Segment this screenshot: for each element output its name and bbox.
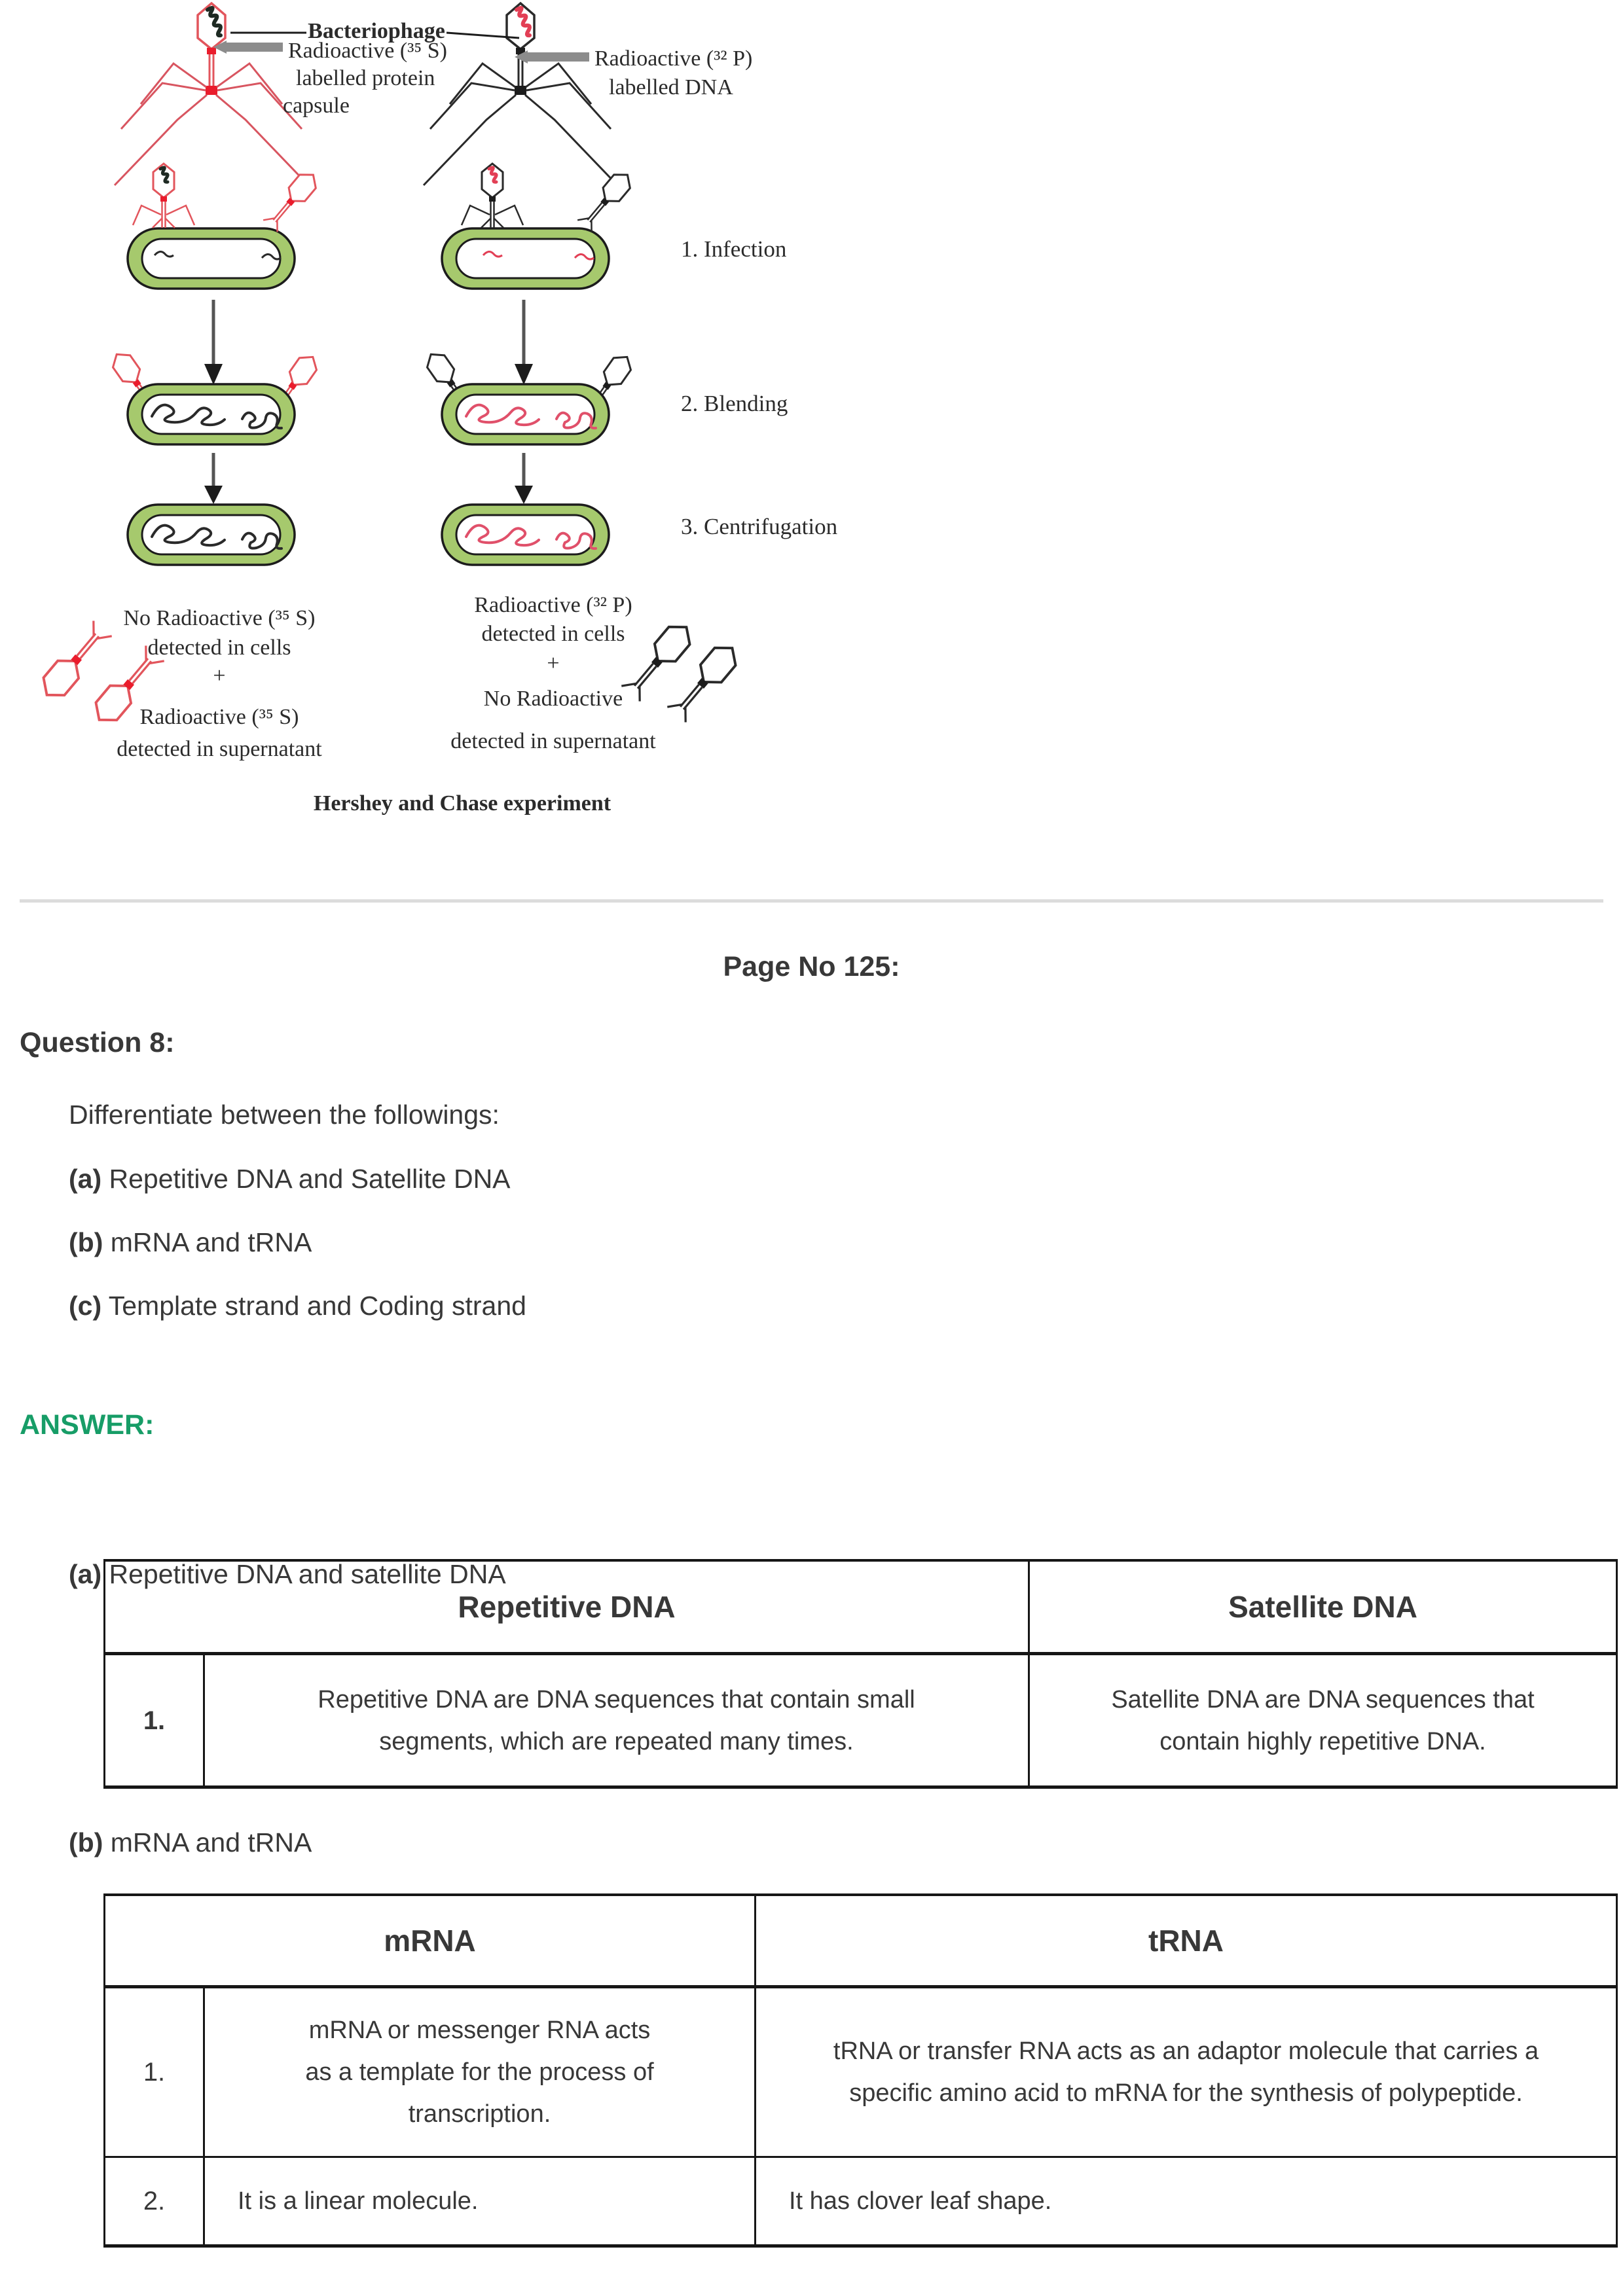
bacterium-cell: [442, 228, 609, 289]
down-arrow: [515, 300, 533, 385]
mrna-vs-trna-table: [103, 1893, 1618, 2248]
repetitive-vs-satellite-table: [103, 1559, 1618, 1789]
left-phage-label-line1: Radioactive (³⁵ S): [288, 39, 447, 63]
left-phage-label-line3: capsule: [283, 94, 350, 118]
right-result-line1: Radioactive (³² P): [474, 593, 632, 617]
down-arrow: [204, 300, 223, 385]
item-marker: (b): [69, 1827, 103, 1857]
answer-heading: ANSWER:: [20, 1409, 155, 1441]
right-phage-label-line1: Radioactive (³² P): [594, 46, 753, 71]
item-marker: (b): [69, 1227, 103, 1257]
item-text: mRNA and tRNA: [103, 1227, 312, 1257]
item-text: Repetitive DNA and Satellite DNA: [101, 1164, 511, 1194]
page-number-heading: Page No 125:: [723, 951, 900, 982]
cell-text: tRNA or transfer RNA acts as an adaptor molecule that carries a specific amino acid to mRNA for the synthesis of polypeptide.: [833, 2037, 1539, 2107]
question-item-b: [69, 1226, 312, 1259]
bacterium-cell: [128, 228, 295, 289]
left-result-line2: detected in cells: [147, 636, 291, 660]
right-result-line2: detected in cells: [481, 622, 625, 646]
right-result-line4: detected in supernatant: [450, 729, 656, 753]
diagram-caption: Hershey and Chase experiment: [313, 791, 611, 816]
callout-arrow-left: [213, 41, 283, 54]
cell-text: mRNA or messenger RNA acts as a template for the process of transcription.: [305, 2017, 654, 2128]
injecting-phage-red: [133, 164, 194, 228]
left-result-line1: No Radioactive (³⁵ S): [123, 606, 316, 630]
question-intro: Differentiate between the followings:: [69, 1100, 500, 1130]
down-arrow: [515, 453, 533, 504]
attached-phage-black: [577, 168, 636, 233]
right-result-plus: +: [547, 651, 560, 675]
question-heading: Question 8:: [20, 1027, 175, 1058]
down-arrow: [204, 453, 223, 504]
left-result-plus: +: [213, 664, 226, 688]
item-text: Template strand and Coding strand: [101, 1291, 526, 1321]
answer-subheading-b: [69, 1826, 312, 1859]
table2-row1-trna-cell: [756, 1987, 1617, 2157]
right-phage-label-line2: labelled DNA: [609, 75, 733, 99]
table2-header-trna: tRNA: [756, 1895, 1617, 1987]
item-text: Repetitive DNA and satellite DNA: [101, 1559, 506, 1589]
table2-row2-number: 2.: [105, 2157, 204, 2246]
step-blending-label: 2. Blending: [681, 391, 788, 416]
question-item-c: [69, 1289, 526, 1323]
left-result-line3: Radioactive (³⁵ S): [139, 705, 299, 729]
injecting-phage-black: [462, 164, 523, 228]
table1-header-satellite-dna: Satellite DNA: [1029, 1560, 1617, 1654]
phage-32p-icon: [424, 3, 617, 185]
right-result-line3: No Radioactive: [483, 687, 623, 711]
table1-header-repetitive-dna: Repetitive DNA: [105, 1560, 1029, 1654]
phage-35s-icon: [115, 3, 308, 185]
table2-row2-mrna-cell: It is a linear molecule.: [204, 2157, 756, 2246]
table2-header-mrna: mRNA: [105, 1895, 756, 1987]
section-divider: [20, 899, 1603, 903]
cell-text: Repetitive DNA are DNA sequences that contain small segments, which are repeated many times.: [318, 1685, 915, 1755]
hershey-chase-diagram: [0, 0, 969, 825]
item-marker: (a): [69, 1559, 102, 1589]
attached-phage-red: [263, 168, 321, 233]
left-result-line4: detected in supernatant: [117, 737, 322, 761]
item-text: mRNA and tRNA: [103, 1827, 312, 1857]
table2-row1-mrna-cell: [204, 1987, 756, 2157]
table1-row1-satellite-cell: [1029, 1654, 1617, 1787]
table1-row1-repetitive-cell: [204, 1654, 1029, 1787]
item-marker: (a): [69, 1164, 102, 1194]
step-centrifugation-label: 3. Centrifugation: [681, 514, 838, 539]
table1-row1-number: 1.: [105, 1654, 204, 1787]
item-marker: (c): [69, 1291, 102, 1321]
table2-row2-trna-cell: It has clover leaf shape.: [756, 2157, 1617, 2246]
cell-text: Satellite DNA are DNA sequences that contain highly repetitive DNA.: [1111, 1685, 1535, 1755]
bacteriophage-label: Bacteriophage: [308, 19, 445, 43]
callout-arrow-right: [515, 50, 589, 63]
supernatant-phage-black: [620, 619, 697, 702]
supernatant-phage-red: [37, 620, 113, 704]
step-infection-label: 1. Infection: [681, 236, 787, 262]
question-item-a: [69, 1162, 511, 1196]
table2-row1-number: 1.: [105, 1987, 204, 2157]
left-phage-label-line2: labelled protein: [296, 66, 435, 90]
